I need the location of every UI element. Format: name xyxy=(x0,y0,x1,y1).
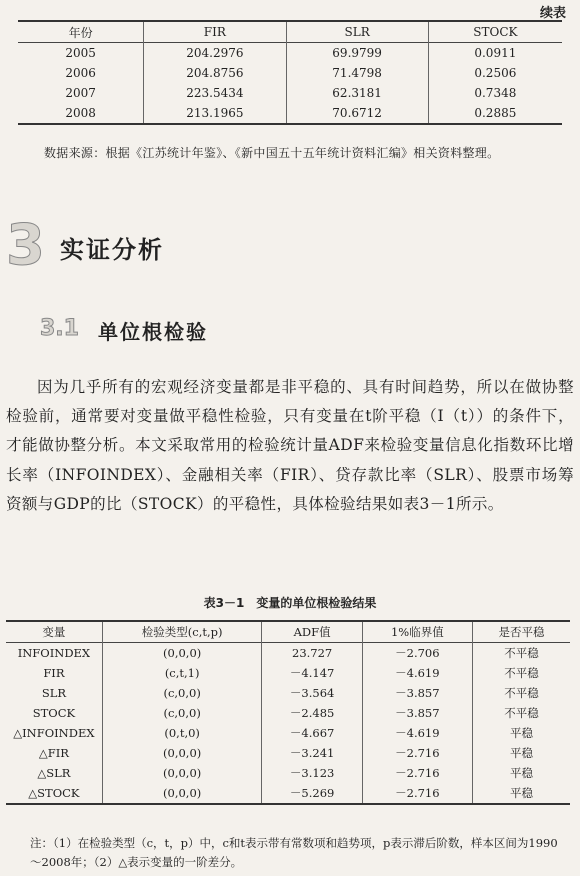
table-cell: －3.857 xyxy=(362,703,472,723)
table-row xyxy=(6,643,570,664)
table-cell: (c,0,0) xyxy=(102,703,262,723)
column-header: 检验类型(c,t,p) xyxy=(102,621,262,643)
table-cell: (c,0,0) xyxy=(102,683,262,703)
table-cell: －3.123 xyxy=(262,763,362,783)
table-cell: 223.5434 xyxy=(144,83,286,103)
table-cell: FIR xyxy=(43,666,65,680)
table-cell: －2.716 xyxy=(362,763,472,783)
table-header-row xyxy=(18,21,562,43)
table-cell: (0,0,0) xyxy=(102,643,262,664)
column-header: 1%临界值 xyxy=(362,621,472,643)
data-source-note: 数据来源：根据《江苏统计年鉴》、《新中国五十五年统计资料汇编》相关资料整理。 xyxy=(44,146,500,160)
column-header: 年份 xyxy=(68,25,93,40)
table-cell: △SLR xyxy=(37,766,71,780)
column-header: STOCK xyxy=(428,21,562,43)
table-cell: 2005 xyxy=(65,46,96,60)
table-row xyxy=(6,683,570,703)
table-cell: 不平稳 xyxy=(472,703,570,723)
table-cell: △INFOINDEX xyxy=(13,726,95,740)
table-continued-label: 续表 xyxy=(539,6,566,21)
table-row xyxy=(18,43,562,64)
table-cell: STOCK xyxy=(32,706,76,720)
table-cell: 62.3181 xyxy=(286,83,428,103)
table-cell: 23.727 xyxy=(262,643,362,664)
table-row xyxy=(6,723,570,743)
table-cell: 0.2885 xyxy=(428,103,562,124)
table-cell: 平稳 xyxy=(472,783,570,804)
table-row xyxy=(6,663,570,683)
table-cell: (0,t,0) xyxy=(102,723,262,743)
table-cell: 0.2506 xyxy=(428,63,562,83)
table-cell: －4.619 xyxy=(362,723,472,743)
table-cell: (0,0,0) xyxy=(102,743,262,763)
table-cell: △STOCK xyxy=(28,786,80,800)
table-cell: 2007 xyxy=(65,86,96,100)
table-cell: －2.716 xyxy=(362,783,472,804)
subsection-number: 3.1 xyxy=(40,316,79,341)
table-cell: －4.619 xyxy=(362,663,472,683)
section-title: 实证分析 xyxy=(60,236,164,264)
table-cell: －3.564 xyxy=(262,683,362,703)
table-cell: 0.7348 xyxy=(428,83,562,103)
table-cell: 0.0911 xyxy=(428,43,562,64)
table-cell: 平稳 xyxy=(472,763,570,783)
table-row xyxy=(18,103,562,124)
table-cell: (0,0,0) xyxy=(102,763,262,783)
table-cell: 平稳 xyxy=(472,723,570,743)
table-footnote: 注：（1）在检验类型（c，t，p）中，c和t表示带有常数项和趋势项，p表示滞后阶数，样本区间为1990～2008年；（2）△表示变量的一阶差分。 xyxy=(30,836,558,869)
table-row xyxy=(6,743,570,763)
column-header: 变量 xyxy=(42,625,66,639)
table-cell: 71.4798 xyxy=(286,63,428,83)
table-cell: △FIR xyxy=(38,746,69,760)
table-cell: INFOINDEX xyxy=(17,646,91,660)
section-number: 3 xyxy=(6,213,45,278)
table-cell: －2.716 xyxy=(362,743,472,763)
table-cell: 不平稳 xyxy=(472,643,570,664)
table-cell: 2006 xyxy=(65,66,96,80)
table-cell: －3.241 xyxy=(262,743,362,763)
table-row xyxy=(18,63,562,83)
table-cell: －4.667 xyxy=(262,723,362,743)
unit-root-test-table xyxy=(6,620,570,805)
table-cell: 70.6712 xyxy=(286,103,428,124)
table-cell: 2008 xyxy=(65,106,96,120)
table-row xyxy=(18,83,562,103)
table-cell: －4.147 xyxy=(262,663,362,683)
table-cell: －2.485 xyxy=(262,703,362,723)
column-header: FIR xyxy=(144,21,286,43)
table-row xyxy=(6,763,570,783)
body-paragraph: 因为几乎所有的宏观经济变量都是非平稳的、具有时间趋势，所以在做协整检验前，通常要对变量做平稳性检验，只有变量在t阶平稳（I（t））的条件下，才能做协整分析。本文采取常用的检验统计量ADF来检验变量信息化指数环比增长率（INFOINDEX）、金融相关率（FIR）、贷存款比率（SLR）、股票市场筹资额与GDP的比（STOCK）的平稳性，具体检验结果如表3－1所示。 xyxy=(6,378,574,513)
table-cell: 213.1965 xyxy=(144,103,286,124)
column-header: SLR xyxy=(286,21,428,43)
column-header: 是否平稳 xyxy=(472,621,570,643)
table-cell: 204.2976 xyxy=(144,43,286,64)
table-cell: －2.706 xyxy=(362,643,472,664)
table-cell: 不平稳 xyxy=(472,683,570,703)
table-cell: 204.8756 xyxy=(144,63,286,83)
table-cell: SLR xyxy=(41,686,66,700)
table-cell: (c,t,1) xyxy=(102,663,262,683)
table-cell: (0,0,0) xyxy=(102,783,262,804)
table-caption: 表3－1 变量的单位根检验结果 xyxy=(203,596,377,610)
table-row xyxy=(6,703,570,723)
subsection-title: 单位根检验 xyxy=(98,320,208,344)
table-cell: －3.857 xyxy=(362,683,472,703)
table-cell: 不平稳 xyxy=(472,663,570,683)
table-row xyxy=(6,783,570,804)
table-header-row xyxy=(6,621,570,643)
table-cell: －5.269 xyxy=(262,783,362,804)
data-table-continued xyxy=(18,20,562,125)
table-cell: 平稳 xyxy=(472,743,570,763)
column-header: ADF值 xyxy=(262,621,362,643)
table-cell: 69.9799 xyxy=(286,43,428,64)
